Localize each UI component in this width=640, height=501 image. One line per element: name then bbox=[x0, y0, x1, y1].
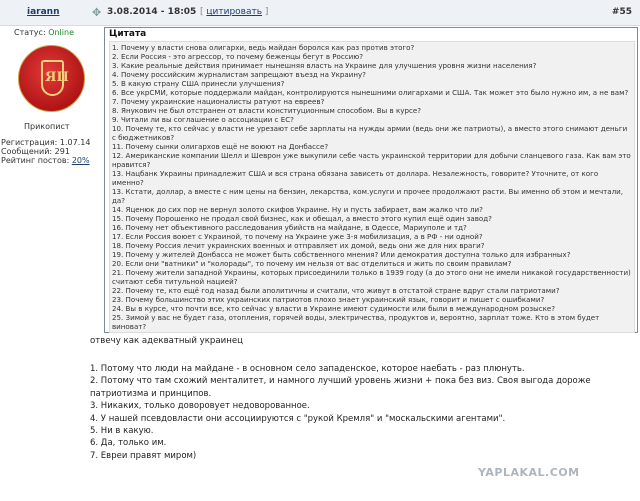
quote-item: 6. Все укрСМИ, которые поддержали майдан, контролируются нынешними олигархами и США. Так может это было нужно им, а не вам? bbox=[112, 88, 629, 97]
quote-item: 11. Почему сынки олигархов ещё не воюют на Донбассе? bbox=[112, 142, 329, 151]
avatar[interactable] bbox=[18, 45, 85, 112]
quote-item: 23. Почему большинство этих украинских патриотов плохо знает украинский язык, говорит и пишет с ошибками? bbox=[112, 295, 545, 304]
reply-item: 4. У нашей псевдовласти они ассоциируются с "рукой Кремля" и "москальскими агентами". bbox=[90, 413, 506, 424]
quote-item: 8. Янукович не был отстранен от власти конституционным способом. Вы в курсе? bbox=[112, 106, 421, 115]
quote-item: 15. Почему Порошенко не продал свой бизнес, как и обещал, а вместо этого купил ещё один завод? bbox=[112, 214, 492, 223]
status-label: Статус: bbox=[14, 28, 46, 37]
author-name-link[interactable]: iarann bbox=[27, 7, 60, 17]
quote-button[interactable] bbox=[200, 7, 268, 17]
user-status bbox=[14, 28, 74, 37]
quote-title: Цитата bbox=[109, 29, 147, 39]
reply-item: 5. Ни в какую. bbox=[90, 426, 154, 437]
quote-item: 4. Почему российским журналистам запрещают въезд на Украину? bbox=[112, 70, 366, 79]
rating-label: Рейтинг постов: bbox=[1, 156, 70, 165]
quote-item: 25. Зимой у вас не будет газа, отопления, горячей воды, электричества, продуктов и, вероятно, зарплат тоже. Кто в этом будет виноват? bbox=[112, 313, 600, 331]
avatar-logo-text: ЯП bbox=[45, 70, 69, 85]
quote-button-label[interactable]: цитировать bbox=[206, 7, 263, 17]
quote-item: 24. Вы в курсе, что почти все, кто сейчас у власти в Украине имеют судимости или были в международном розыске? bbox=[112, 304, 556, 313]
user-stats bbox=[1, 138, 90, 165]
status-online-badge: Online bbox=[48, 28, 74, 37]
registration-label: Регистрация: bbox=[1, 138, 58, 147]
site-watermark: YAPLAKAL.COM bbox=[478, 466, 580, 479]
reply-item: 2. Потому что там схожий менталитет, и намного лучший уровень жизни + пока без виз. Своя выгода дороже патриотизма и принципов. bbox=[90, 376, 591, 399]
quote-item: 22. Почему те, кто ещё год назад были аполитичны и считали, что живут в отстатой стране вдруг стали патриотами? bbox=[112, 286, 560, 295]
reply-item: 1. Потому что люди на майдане - в основном село западенское, которое наебать - раз плюнуть. bbox=[90, 364, 525, 374]
post-date: 3.08.2014 - 18:05 bbox=[107, 7, 197, 17]
posts-label: Сообщений: bbox=[1, 147, 53, 156]
quote-item: 19. Почему у жителей Донбасса не может быть собственного мнения? Или демократия доступна только для избранных? bbox=[112, 250, 571, 259]
registration-value: 1.07.14 bbox=[59, 138, 91, 147]
reply-item: 7. Евреи правят миром) bbox=[90, 450, 197, 461]
quote-item: 5. В какую страну США принесли улучшения? bbox=[112, 79, 285, 88]
quote-item: 13. Нацбанк Украины принадлежит США и вся страна обязана зависеть от доллара. Незалежность, говорите? Уточните, от кого именно? bbox=[112, 169, 599, 187]
quote-item: 14. Яценюк до сих пор не вернул золото скифов Украине. Ну и пусть забирает, вам жалко что ли? bbox=[112, 205, 483, 214]
post-link-icon[interactable]: ✥ bbox=[92, 6, 102, 19]
rating-stat bbox=[1, 156, 90, 165]
reply-item: 6. Да, только им. bbox=[90, 438, 167, 449]
quote-item: 13. Кстати, доллар, а вместе с ним цены на бензин, лекарства, ком.услуги и прочее продолжают расти. Вы именно об этом и мечтали, да? bbox=[112, 187, 624, 205]
quote-item: 1. Почему у власти снова олигархи, ведь майдан боролся как раз против этого? bbox=[112, 43, 415, 52]
quote-item: 16. Почему нет объективного расследования убийств на майдане, в Одессе, Мариуполе и тд? bbox=[112, 223, 467, 232]
quote-list bbox=[109, 41, 635, 333]
reply-intro: отвечу как адекватный украинец bbox=[90, 336, 243, 346]
rating-value-link[interactable]: 20% bbox=[71, 156, 90, 165]
quote-item: 21. Почему жители западной Украины, которых присоединили только в 1939 году (а до этого они не имели никакой государственности) считают себя титульной нацией? bbox=[112, 268, 631, 286]
quote-item: 12. Американские компании Шелл и Шеврон уже выкупили себе часть украинской территории для добычи сланцевого газа. Как вам это нравится? bbox=[112, 151, 631, 169]
quote-item: 18. Почему Россия лечит украинских военных и отправляет их домой, ведь они же для них враги? bbox=[112, 241, 485, 250]
quote-item: 2. Если Россия - это агрессор, то почему беженцы бегут в Россию? bbox=[112, 52, 364, 61]
reply-list bbox=[90, 363, 635, 462]
quote-item: 9. Читали ли вы соглашение о ассоциации с ЕС? bbox=[112, 115, 294, 124]
reply-item: 3. Никаких, только доворовует недоворованное. bbox=[90, 401, 310, 412]
quote-item: 7. Почему украинские националисты ратуют на евреев? bbox=[112, 97, 325, 106]
user-title: Прикопист bbox=[24, 122, 70, 131]
quote-item: 17. Если Россия воюет с Украиной, то почему на Украине уже 3-я мобилизация, а в РФ - ни одной? bbox=[112, 232, 483, 241]
posts-value: 291 bbox=[54, 147, 70, 156]
post-header bbox=[0, 0, 640, 26]
registration-stat bbox=[1, 138, 90, 147]
quote-item: 20. Если они "ватники" и "колорады", то почему им нельзя от вас отделиться и жить по своим правилам? bbox=[112, 259, 512, 268]
quote-item: 3. Какие реальные действия принимает нынешняя власть на Украине для улучшения уровня жизни населения? bbox=[112, 61, 537, 70]
quote-item: 10. Почему те, кто сейчас у власти не урезают себе зарплаты на нужды армии (ведь они же патриоты), а вместо этого снимают деньги с бюджетников? bbox=[112, 124, 628, 142]
posts-stat bbox=[1, 147, 90, 156]
quote-bracket-close: ] bbox=[264, 7, 269, 17]
quote-bracket-open: [ bbox=[200, 7, 204, 17]
post-number[interactable]: #55 bbox=[611, 7, 632, 17]
quote-block bbox=[104, 27, 638, 333]
